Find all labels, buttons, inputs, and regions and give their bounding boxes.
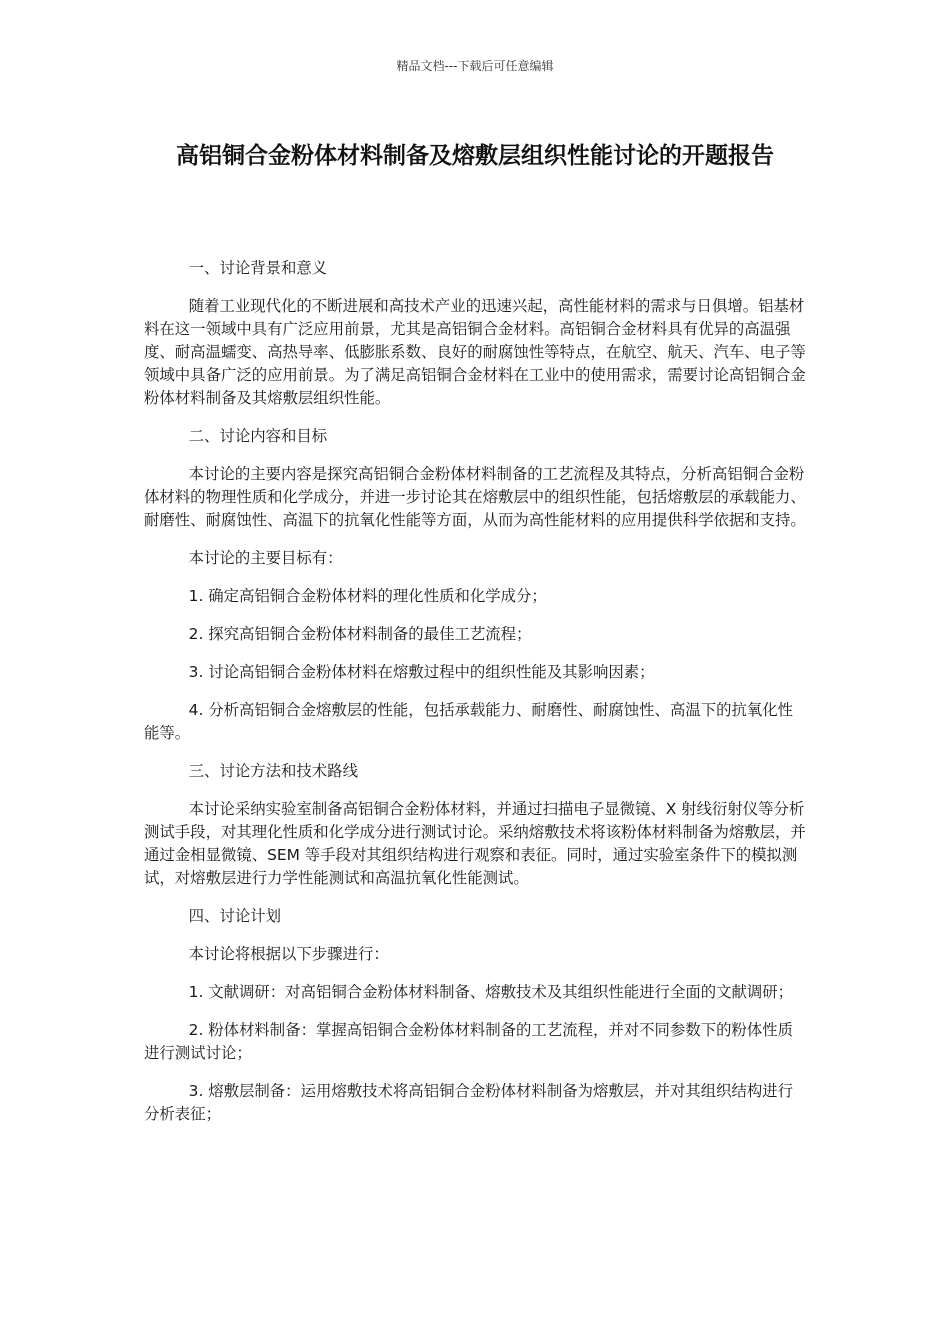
page-header: 精品文档---下载后可任意编辑 [396, 59, 554, 73]
list-item-goal-3: 3. 讨论高铝铜合金粉体材料在熔敷过程中的组织性能及其影响因素； [188, 663, 655, 681]
section-heading-methods: 三、讨论方法和技术路线 [188, 762, 358, 780]
document-title: 高铝铜合金粉体材料制备及熔敷层组织性能讨论的开题报告 [176, 143, 774, 169]
list-item-goal-1: 1. 确定高铝铜合金粉体材料的理化性质和化学成分； [188, 587, 547, 605]
list-item-goal-4: 4. 分析高铝铜合金熔敷层的性能，包括承载能力、耐磨性、耐腐蚀性、高温下的抗氧化性能等。 [144, 701, 794, 742]
list-item-plan-3: 3. 熔敷层制备：运用熔敷技术将高铝铜合金粉体材料制备为熔敷层，并对其组织结构进行分析表征； [144, 1082, 794, 1123]
paragraph-background: 随着工业现代化的不断进展和高技术产业的迅速兴起，高性能材料的需求与日俱增。铝基材料在这一领域中具有广泛应用前景，尤其是高铝铜合金材料。高铝铜合金材料具有优异的高温强度、耐高温蠕变、高热导率、低膨胀系数、良好的耐腐蚀性等特点，在航空、航天、汽车、电子等领域中具备广泛的应用前景。为了满足高铝铜合金材料在工业中的使用需求，需要讨论高铝铜合金粉体材料制备及其熔敷层组织性能。 [144, 297, 806, 407]
paragraph-goals-intro: 本讨论的主要目标有： [188, 549, 343, 567]
list-item-plan-2: 2. 粉体材料制备：掌握高铝铜合金粉体材料制备的工艺流程，并对不同参数下的粉体性质进行测试讨论； [144, 1021, 794, 1062]
list-item-goal-2: 2. 探究高铝铜合金粉体材料制备的最佳工艺流程； [188, 625, 532, 643]
list-item-plan-1: 1. 文献调研：对高铝铜合金粉体材料制备、熔敷技术及其组织性能进行全面的文献调研； [188, 983, 794, 1001]
document-body [144, 257, 808, 1141]
paragraph-plan-intro: 本讨论将根据以下步骤进行： [188, 945, 389, 963]
section-heading-content: 二、讨论内容和目标 [188, 427, 328, 445]
section-heading-background: 一、讨论背景和意义 [188, 259, 328, 277]
paragraph-methods: 本讨论采纳实验室制备高铝铜合金粉体材料，并通过扫描电子显微镜、X 射线衍射仪等分析测试手段，对其理化性质和化学成分进行测试讨论。采纳熔敷技术将该粉体材料制备为熔敷层，并通过金相显微镜、SEM 等手段对其组织结构进行观察和表征。同时，通过实验室条件下的模拟测试，对熔敷层进行力学性能测试和高温抗氧化性能测试。 [144, 800, 806, 887]
paragraph-content: 本讨论的主要内容是探究高铝铜合金粉体材料制备的工艺流程及其特点，分析高铝铜合金粉体材料的物理性质和化学成分，并进一步讨论其在熔敷层中的组织性能，包括熔敷层的承载能力、耐磨性、耐腐蚀性、高温下的抗氧化性能等方面，从而为高性能材料的应用提供科学依据和支持。 [144, 465, 806, 529]
section-heading-plan: 四、讨论计划 [188, 907, 282, 925]
